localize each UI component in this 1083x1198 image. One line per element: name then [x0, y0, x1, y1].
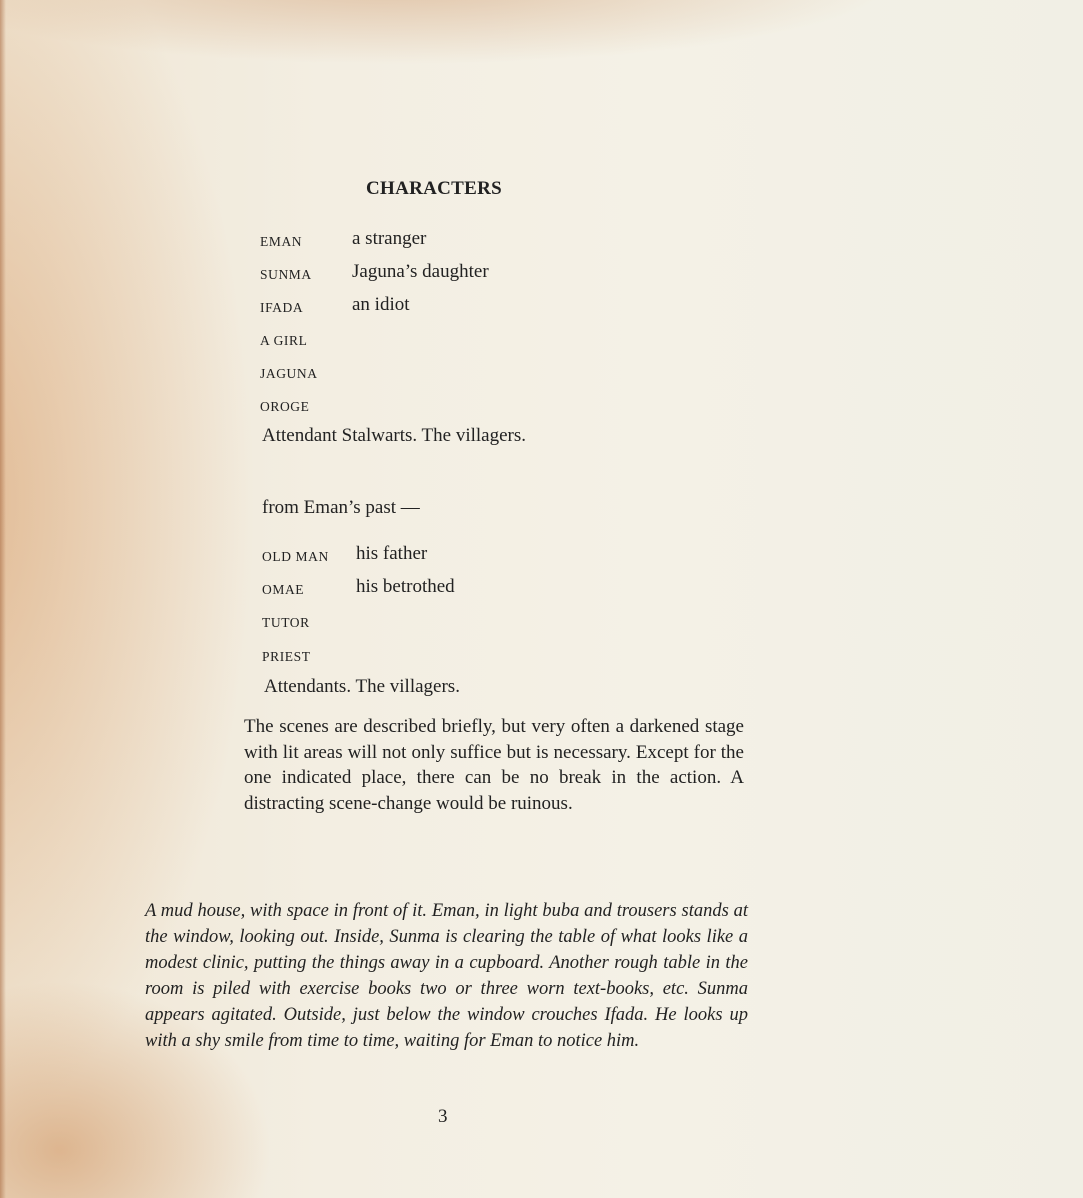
- character-name: OROGE: [260, 399, 310, 414]
- character-description: an idiot: [352, 294, 410, 315]
- attendants-line: Attendants. The villagers.: [264, 676, 460, 697]
- character-description: his father: [356, 543, 428, 564]
- stage-direction: A mud house, with space in front of it. Eman, in light buba and trousers stands at the window, looking out. Inside, Sunma is clearing the table of what looks like a modest clinic, putting the things away in a cupboard. Another rough table in the room is piled with exercise books two or three worn text-books, etc. Sunma appears agitated. Outside, just below the window crouches Ifada. He looks up with a shy smile from time to time, waiting for Eman to notice him.: [145, 901, 748, 1051]
- character-name: OLD MAN: [262, 549, 329, 564]
- character-name: OMAE: [262, 582, 305, 597]
- character-name: EMAN: [260, 234, 303, 249]
- character-name: PRIEST: [262, 649, 311, 664]
- character-name: IFADA: [260, 300, 304, 315]
- character-description: Jaguna’s daughter: [352, 261, 489, 282]
- attendants-line: Attendant Stalwarts. The villagers.: [262, 425, 527, 446]
- character-name: SUNMA: [260, 267, 312, 282]
- characters-heading: CHARACTERS: [366, 178, 503, 199]
- character-name: A GIRL: [260, 333, 308, 348]
- character-description: his betrothed: [356, 576, 455, 597]
- character-description: a stranger: [352, 228, 427, 249]
- character-name: TUTOR: [262, 615, 310, 630]
- page-number: 3: [438, 1106, 448, 1127]
- past-heading: from Eman’s past —: [262, 497, 420, 518]
- page-edge-shadow: [0, 0, 6, 1198]
- scene-note: The scenes are described briefly, but very often a darkened stage with lit areas will not only suffice but is necessary. Except for the one indicated place, there can be no break in the action. A distracting scene-change would be ruinous.: [244, 716, 744, 814]
- character-name: JAGUNA: [260, 366, 318, 381]
